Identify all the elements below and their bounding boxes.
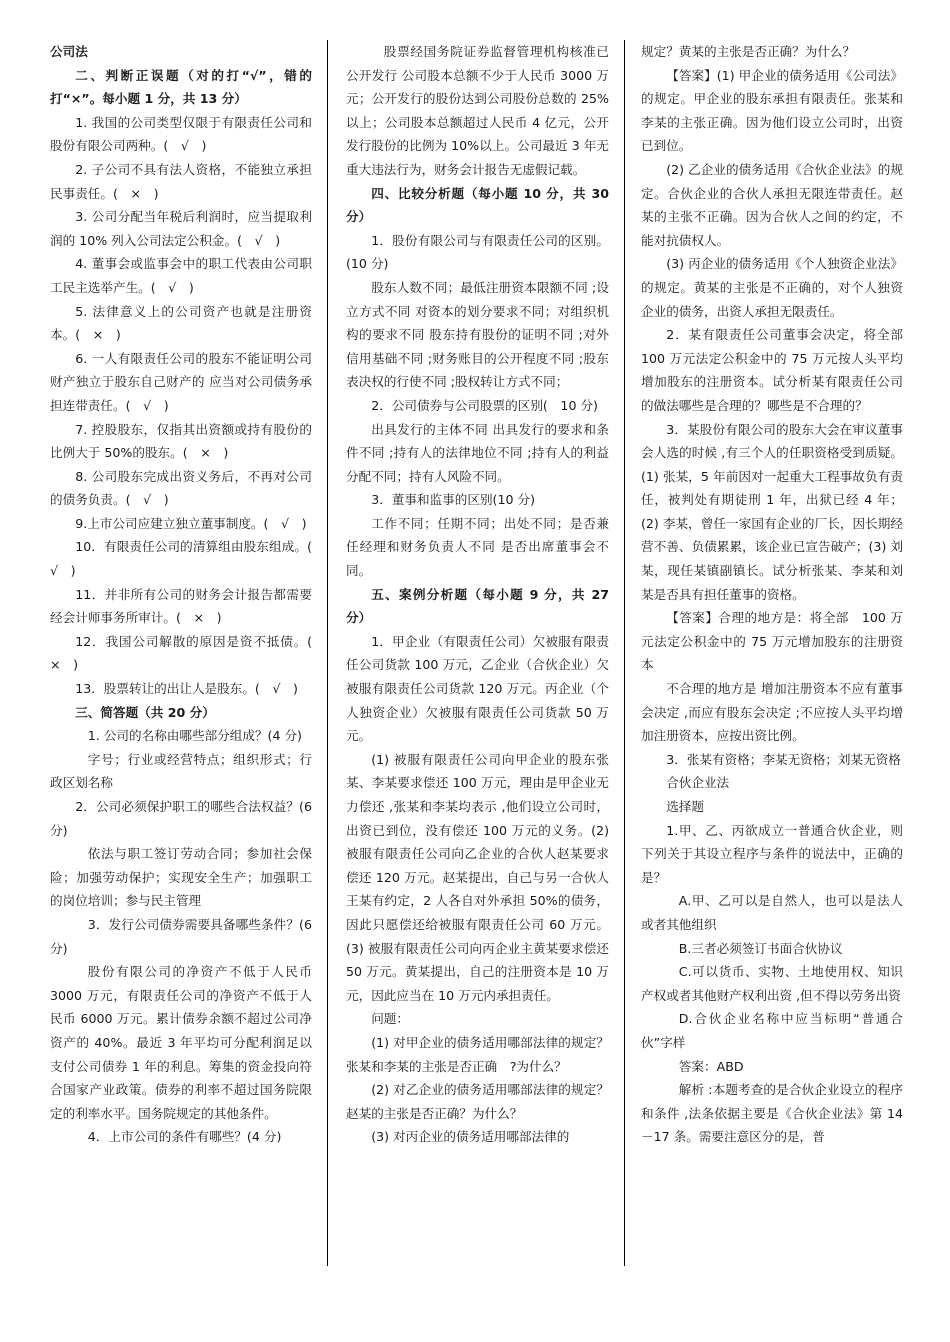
column-middle — [346, 40, 609, 1280]
paragraph: C.可以货币、实物、土地使用权、知识产权或者其他财产权利出资 ,但不得以劳务出资 — [641, 964, 903, 1003]
paragraph: 【答案】(1) 甲企业的债务适用《公司法》的规定。甲企业的股东承担有限责任。张某和李某的主张正确。因为他们设立公司时，出资已到位。 — [641, 67, 903, 154]
paragraph: 13．股票转让的出让人是股东。( √ ) — [75, 681, 298, 697]
paragraph: 1．甲企业（有限责任公司）欠被服有限责任公司货款 100 万元，乙企业（合伙企业）欠被服有限责任公司货款 120 万元。丙企业（个人独资企业）欠被服有限责任公司货款 50 万元。 — [346, 633, 609, 744]
paragraph: 答案：ABD — [678, 1058, 744, 1074]
paragraph: 选择题 — [666, 799, 704, 814]
paragraph: 出具发行的主体不同 出具发行的要求和条件不同 ;持有人的法律地位不同 ;持有人的利益分配不同；持有人风险不同。 — [346, 421, 609, 484]
paragraph: 字号；行业或经营特点；组织形式；行政区划名称 — [50, 751, 312, 791]
paragraph: 1．股份有限公司与有限责任公司的区别。(10 分) — [346, 232, 609, 272]
paragraph: 二、判断正误题（对的打“√”，错的打“×”。每小题 1 分，共 13 分） — [50, 67, 312, 107]
paragraph: (1) 对甲企业的债务适用哪部法律的规定？张某和李某的主张是否正确 ?为什么？ — [346, 1034, 609, 1074]
paragraph: 依法与职工签订劳动合同；参加社会保险；加强劳动保护；实现安全生产；加强职工的岗位培训；参与民主管理 — [50, 846, 312, 909]
paragraph: (3) 对丙企业的债务适用哪部法律的 — [371, 1129, 570, 1145]
paragraph: 2. 子公司不具有法人资格，不能独立承担民事责任。( × ) — [50, 161, 312, 201]
paragraph: 规定？黄某的主张是否正确？为什么？ — [641, 44, 856, 59]
paragraph: 公司法 — [50, 44, 88, 59]
paragraph: 3．张某有资格；李某无资格；刘某无资格 — [666, 751, 901, 767]
paragraph: 8. 公司股东完成出资义务后，不再对公司的债务负责。( √ ) — [50, 468, 312, 508]
paragraph: 2．某有限责任公司董事会决定，将全部 100 万元法定公积金中的 75 万元按人头平均增加股东的注册资本。试分析某有限责任公司的做法哪些是合理的？哪些是不合理的？ — [641, 327, 903, 413]
paragraph: 1. 我国的公司类型仅限于有限责任公司和股份有限公司两种。( √ ) — [50, 114, 312, 154]
paragraph: 股份有限公司的净资产不低于人民币 3000 万元，有限责任公司的净资产不低于人民币 6000 万元。累计债券余额不超过公司净资产的 40%。最近 3 年平均可分配利润足以支付公司债券 1 年的利息。筹集的资金投向符合国家产业政策。债券的利率不超过国务院限定的利率水平。国务院规定的其他条件。 — [50, 964, 312, 1121]
paragraph: 10．有限责任公司的清算组由股东组成。( √ ) — [50, 539, 325, 579]
column-left — [50, 40, 325, 1280]
paragraph: 11．并非所有公司的财务会计报告都需要经会计师事务所审计。( × ) — [50, 586, 312, 626]
paragraph: (1) 被服有限责任公司向甲企业的股东张某、李某要求偿还 100 万元，理由是甲企业无力偿还 ,张某和李某均表示 ,他们设立公司时，出资已到位，没有偿还 100 万元的义务。(2) 被服有限责任公司向乙企业的合伙人赵某要求偿还 120 万元。赵某提出，自己与另一合伙人王某有约定，2 人各自对外承担 50%的债务，因此只愿偿还给被服有限责任公司 60 万元。(3) 被服有限责任公司向丙企业主黄某要求偿还 50 万元。黄某提出，自己的注册资本是 10 万元，因此应当在 10 万元内承担责任。 — [346, 751, 609, 1003]
paragraph: 3．发行公司债券需要具备哪些条件？(6 分) — [50, 916, 312, 956]
paragraph: 【答案】合理的地方是：将全部 100 万元法定公积金中的 75 万元增加股东的注册资本 — [641, 610, 903, 673]
paragraph: 1.甲、乙、丙欲成立一普通合伙企业，则下列关于其设立程序与条件的说法中，正确的是？ — [641, 822, 903, 885]
paragraph: 五、案例分析题（每小题 9 分，共 27 分） — [346, 586, 609, 626]
paragraph: (3) 丙企业的债务适用《个人独资企业法》的规定。黄某的主张是不正确的，对个人独资企业的债务，出资人承担无限责任。 — [641, 256, 903, 319]
paragraph: 2．公司债券与公司股票的区别( 10 分) — [371, 397, 598, 413]
column-right — [641, 40, 903, 1280]
paragraph: (2) 对乙企业的债务适用哪部法律的规定？赵某的主张是否正确？为什么？ — [346, 1082, 609, 1121]
paragraph: B.三者必须签订书面合伙协议 — [678, 940, 843, 956]
column-divider-right — [624, 40, 625, 1266]
paragraph: 12．我国公司解散的原因是资不抵债。( × ) — [50, 633, 325, 673]
paragraph: 6. 一人有限责任公司的股东不能证明公司财产独立于股东自己财产的 应当对公司债务承担连带责任。( √ ) — [50, 350, 312, 413]
paragraph: 3．董事和监事的区别(10 分) — [371, 492, 535, 508]
paragraph: 2．公司必须保护职工的哪些合法权益？(6 分) — [50, 799, 312, 838]
paragraph: 股东人数不同；最低注册资本限额不同 ;设立方式不同 对资本的划分要求不同；对组织机构的要求不同 股东持有股份的证明不同 ;对外信用基础不同 ;财务账目的公开程度不同 ;股东表决权的行使不同 ;股权转让方式不同； — [346, 279, 609, 390]
paragraph: 不合理的地方是 增加注册资本不应有董事会决定 ,而应有股东会决定 ;不应按人头平均增加注册资本，应按出资比例。 — [641, 681, 903, 744]
paragraph: 3．某股份有限公司的股东大会在审议董事会人选的时候 ,有三个人的任职资格受到质疑。(1) 张某，5 年前因对一起重大工程事故负有责任，被判处有期徒刑 1 年，出狱已经 4 年；(2) 李某，曾任一家国有企业的厂长，因长期经营不善、负债累累，该企业已宣告破产；(3) 刘某，现任某镇副镇长。试分析张某、李某和刘某是否具有担任董事的资格。 — [641, 421, 903, 602]
paragraph: 股票经国务院证券监督管理机构核准已公开发行 公司股本总额不少于人民币 3000 万元；公开发行的股份达到公司股份总数的 25%以上；公司股本总额超过人民币 4 亿元，公开发行股份的比例为 10%以上。公司最近 3 年无重大违法行为，财务会计报告无虚假记载。 — [346, 44, 609, 177]
paragraph: 9.上市公司应建立独立董事制度。( √ ) — [75, 515, 307, 531]
paragraph: (2) 乙企业的债务适用《合伙企业法》的规定。合伙企业的合伙人承担无限连带责任。赵某的主张不正确。因为合伙人之间的约定，不能对抗债权人。 — [641, 161, 903, 248]
column-divider-left — [327, 40, 328, 1266]
paragraph: 1. 公司的名称由哪些部分组成？(4 分) — [87, 728, 302, 744]
paragraph: 合伙企业法 — [666, 775, 730, 791]
paragraph: 3. 公司分配当年税后利润时，应当提取利润的 10% 列入公司法定公积金。( √ ) — [50, 209, 312, 248]
paragraph: 5. 法律意义上的公司资产也就是注册资本。( × ) — [50, 303, 312, 343]
paragraph: 解析 :本题考查的是合伙企业设立的程序和条件 ,法条依据主要是《合伙企业法》第 14－17 条。需要注意区分的是，普 — [641, 1082, 903, 1145]
paragraph: 4. 董事会或监事会中的职工代表由公司职工民主选举产生。( √ ) — [50, 256, 312, 295]
paragraph: A.甲、乙可以是自然人，也可以是法人或者其他组织 — [641, 893, 903, 932]
paragraph: 7. 控股股东，仅指其出资额或持有股份的比例大于 50%的股东。( × ) — [50, 421, 312, 461]
paragraph: 四、比较分析题（每小题 10 分，共 30 分） — [346, 185, 609, 225]
paragraph: 问题： — [371, 1011, 409, 1027]
paragraph: D.合伙企业名称中应当标明“普通合伙”字样 — [641, 1011, 903, 1050]
paragraph: 工作不同；任期不同；出处不同；是否兼任经理和财务负责人不同 是否出席董事会不同。 — [346, 515, 609, 579]
paragraph: 4．上市公司的条件有哪些？(4 分) — [87, 1129, 282, 1145]
paragraph: 三、简答题（共 20 分） — [75, 704, 215, 720]
